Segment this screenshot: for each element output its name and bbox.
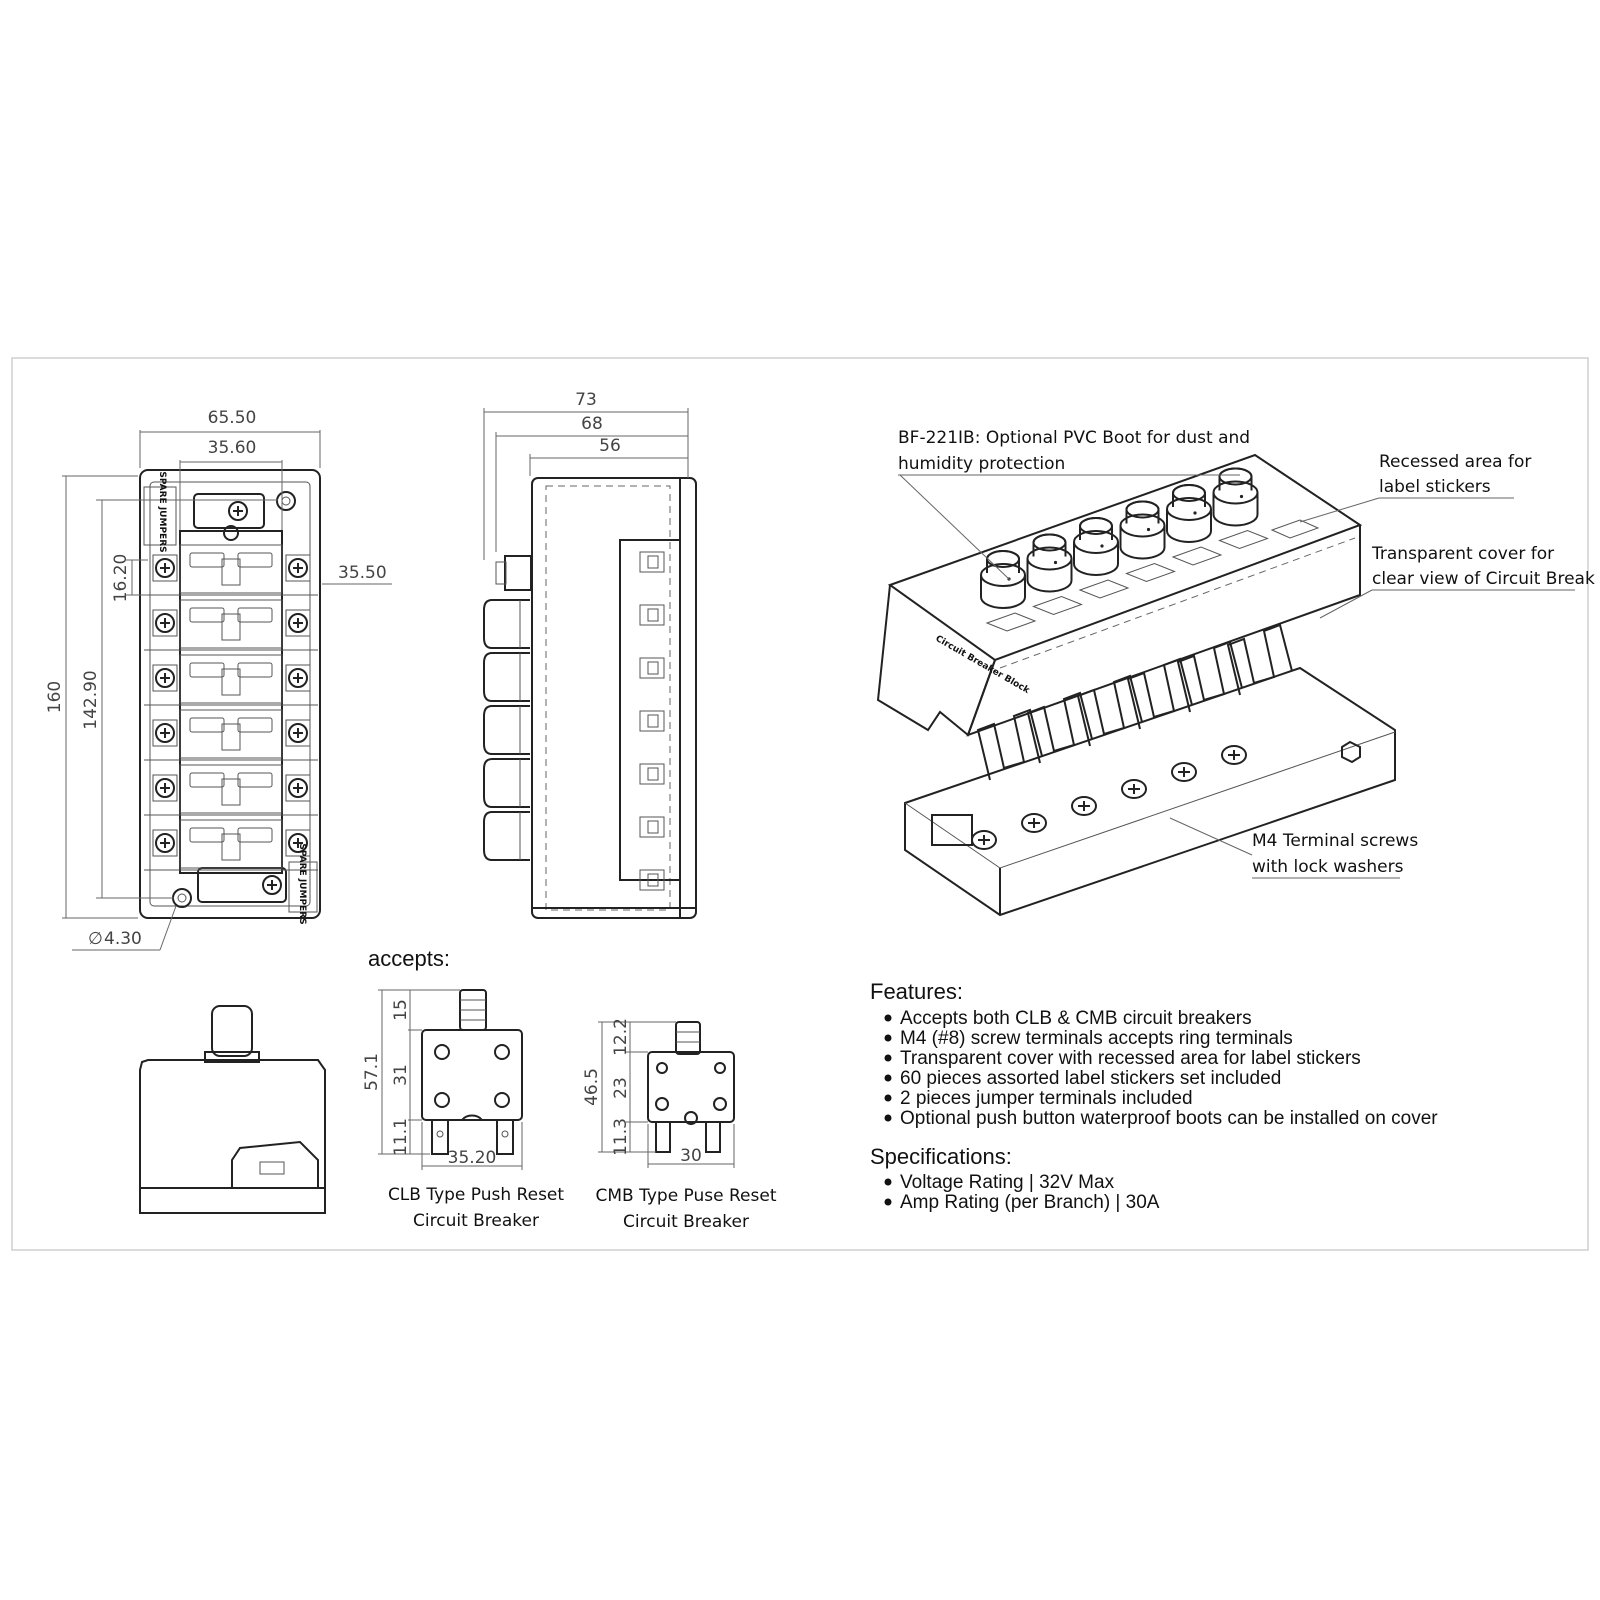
bullet-icon	[885, 1075, 892, 1082]
clb-breaker	[422, 990, 522, 1154]
dim-right-offset: 35.50	[338, 563, 387, 583]
m4-screw-icon	[1172, 763, 1196, 781]
callout-cover-line1: Transparent cover for	[1372, 544, 1555, 564]
side-view-dimensions	[484, 390, 688, 560]
callout-boot-line2: humidity protection	[898, 454, 1066, 474]
clb-dim-width: 35.20	[447, 1148, 497, 1168]
feature-list	[885, 1008, 1439, 1129]
cmb-dim-mid: 23	[611, 1077, 631, 1099]
feature-item: Accepts both CLB & CMB circuit breakers	[900, 1008, 1252, 1029]
bullet-icon	[885, 1055, 892, 1062]
terminal-screw-icon	[153, 775, 177, 801]
cmb-caption-line1: CMB Type Puse Reset	[595, 1186, 777, 1206]
clb-dim-height: 57.1	[362, 1053, 382, 1091]
jumper-screw-icon	[263, 876, 281, 894]
label-recess	[987, 613, 1035, 631]
spare-jumpers-label-bottom: SPARE JUMPERS	[297, 843, 307, 925]
dim-mid-depth: 68	[581, 414, 603, 434]
feature-item: 2 pieces jumper terminals included	[900, 1088, 1193, 1109]
terminal-row	[144, 655, 318, 705]
specification-list	[885, 1172, 1160, 1213]
terminal-screw-icon	[153, 665, 177, 691]
accepts-section	[362, 946, 777, 1232]
side-clip	[640, 552, 664, 572]
specification-item: Amp Rating (per Branch) | 30A	[900, 1192, 1160, 1213]
label-recess-end	[1272, 520, 1318, 538]
terminal-screw-icon	[286, 610, 310, 636]
cmb-dim-bottom: 11.3	[611, 1118, 631, 1156]
side-button	[484, 812, 530, 860]
callout-screws-line2: with lock washers	[1252, 857, 1404, 877]
m4-screw-icon	[1072, 797, 1096, 815]
bullet-icon	[885, 1115, 892, 1122]
terminal-screw-icon	[153, 720, 177, 746]
specifications-title: Specifications:	[870, 1144, 1012, 1169]
specification-item: Voltage Rating | 32V Max	[900, 1172, 1115, 1193]
cmb-dim-height: 46.5	[582, 1068, 602, 1106]
label-recess	[1034, 597, 1082, 615]
cover-brand-mark: Circuit Breaker Block	[933, 633, 1031, 696]
label-recess	[1220, 531, 1268, 549]
terminal-row	[144, 710, 318, 760]
dim-pitch: 16.20	[111, 553, 131, 603]
feature-item: M4 (#8) screw terminals accepts ring terminals	[900, 1028, 1293, 1049]
terminal-screw-icon	[286, 720, 310, 746]
m4-screw-icon	[1022, 814, 1046, 832]
cmb-dimensions	[582, 1018, 734, 1168]
terminal-row	[144, 600, 318, 650]
dim-inner-width: 35.60	[207, 438, 257, 458]
terminal-screw-icon	[286, 775, 310, 801]
dim-hole-diameter: 4.30	[104, 929, 142, 949]
clb-caption-line2: Circuit Breaker	[413, 1211, 539, 1231]
clb-dim-top: 15	[391, 999, 411, 1021]
cmb-dim-top: 12.2	[611, 1018, 631, 1056]
features-section	[870, 979, 1438, 1213]
side-button	[484, 706, 530, 754]
m4-screw-icon	[972, 831, 996, 849]
cmb-caption-line2: Circuit Breaker	[623, 1212, 749, 1232]
label-recess	[1127, 564, 1175, 582]
terminal-row	[144, 545, 318, 595]
callout-boot-line1: BF-221IB: Optional PVC Boot for dust and	[898, 428, 1251, 448]
dim-body-depth: 56	[599, 436, 621, 456]
side-buttons	[484, 600, 530, 860]
callout-screws-line1: M4 Terminal screws	[1252, 831, 1419, 851]
spare-jumpers-label-top: SPARE JUMPERS	[157, 471, 167, 553]
bullet-icon	[885, 1179, 892, 1186]
terminal-row	[144, 765, 318, 815]
terminal-screw-icon	[153, 610, 177, 636]
cmb-breaker	[648, 1022, 734, 1152]
bullet-icon	[885, 1199, 892, 1206]
callout-recess-line2: label stickers	[1379, 477, 1491, 497]
side-button	[484, 759, 530, 807]
dim-overall-width: 65.50	[207, 408, 257, 428]
spare-jumper-iso	[932, 815, 972, 845]
dim-total-depth: 73	[575, 390, 597, 410]
side-clip	[640, 711, 664, 731]
accepts-title: accepts:	[368, 946, 450, 971]
clb-dim-mid: 31	[391, 1064, 411, 1086]
feature-item: 60 pieces assorted label stickers set included	[900, 1068, 1282, 1089]
side-clips	[640, 552, 664, 890]
terminal-rows	[144, 502, 318, 894]
dim-overall-height: 160	[45, 680, 65, 714]
base-terminals	[972, 625, 1292, 849]
features-title: Features:	[870, 979, 963, 1004]
cover-top	[890, 455, 1360, 660]
dim-mount-spacing: 142.90	[81, 670, 101, 730]
callout-cover-line2: clear view of Circuit Break	[1372, 569, 1595, 589]
label-recess	[1080, 580, 1128, 598]
m4-screw-icon	[1222, 746, 1246, 764]
m4-screw-icon	[1122, 780, 1146, 798]
terminal-screw-icon	[153, 555, 177, 581]
bullet-icon	[885, 1015, 892, 1022]
boot	[1214, 469, 1268, 549]
terminal-screw-icon	[153, 830, 177, 856]
side-button	[484, 653, 530, 701]
side-button	[484, 600, 530, 648]
iso-mount-hex	[1342, 742, 1360, 762]
jumper-screw-icon	[229, 502, 247, 520]
terminal-screw-icon	[286, 555, 310, 581]
clb-caption-line1: CLB Type Push Reset	[387, 1185, 565, 1205]
dim-hole-diameter-symbol: ∅	[88, 929, 103, 949]
breaker-socket	[1222, 625, 1292, 764]
callout-recess-line1: Recessed area for	[1379, 452, 1532, 472]
terminal-screw-icon	[286, 665, 310, 691]
cmb-dim-width: 30	[680, 1146, 702, 1166]
bullet-icon	[885, 1095, 892, 1102]
feature-item: Optional push button waterproof boots can be installed on cover	[900, 1108, 1438, 1129]
label-recess	[1173, 547, 1221, 565]
side-clip	[640, 658, 664, 678]
side-clip	[640, 764, 664, 784]
clb-dim-bottom: 11.1	[391, 1118, 411, 1156]
feature-item: Transparent cover with recessed area for label stickers	[900, 1048, 1361, 1069]
front-end-view	[140, 1006, 325, 1213]
bullet-icon	[885, 1035, 892, 1042]
side-clip	[640, 817, 664, 837]
side-view	[484, 478, 696, 918]
side-clip	[640, 605, 664, 625]
